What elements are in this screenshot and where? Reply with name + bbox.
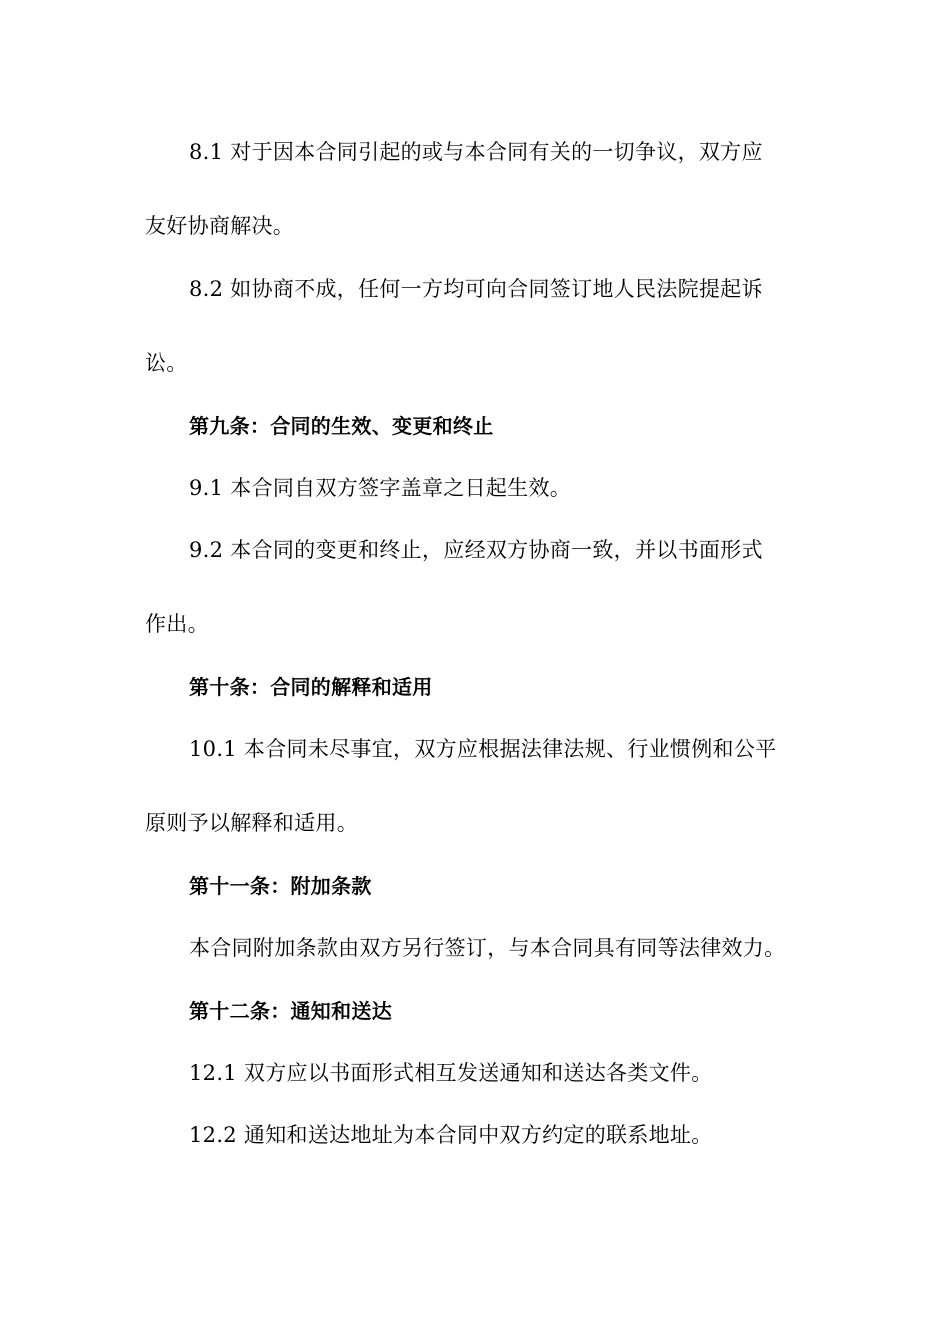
section-10-heading: 第十条：合同的解释和适用 [189,675,433,699]
section-11-body: 本合同附加条款由双方另行签订，与本合同具有同等法律效力。 [189,936,786,960]
clause-8-2-line-2: 讼。 [145,351,188,375]
section-12-heading: 第十二条：通知和送达 [189,999,392,1023]
clause-12-2: 12.2 通知和送达地址为本合同中双方约定的联系地址。 [189,1123,713,1147]
clause-8-2-line-1: 8.2 如协商不成，任何一方均可向合同签订地人民法院提起诉 [189,277,763,301]
section-9-heading: 第九条：合同的生效、变更和终止 [189,414,494,438]
clause-9-2-line-1: 9.2 本合同的变更和终止，应经双方协商一致，并以书面形式 [189,538,763,562]
clause-10-1-line-2: 原则予以解释和适用。 [145,811,358,835]
clause-8-1-line-1: 8.1 对于因本合同引起的或与本合同有关的一切争议，双方应 [189,140,763,164]
clause-8-1-line-2: 友好协商解决。 [145,214,295,238]
section-11-heading: 第十一条：附加条款 [189,874,372,898]
clause-9-1: 9.1 本合同自双方签字盖章之日起生效。 [189,476,572,500]
clause-10-1-line-1: 10.1 本合同未尽事宜，双方应根据法律法规、行业惯例和公平 [189,737,777,761]
clause-9-2-line-2: 作出。 [145,612,209,636]
clause-12-1: 12.1 双方应以书面形式相互发送通知和送达各类文件。 [189,1061,713,1085]
